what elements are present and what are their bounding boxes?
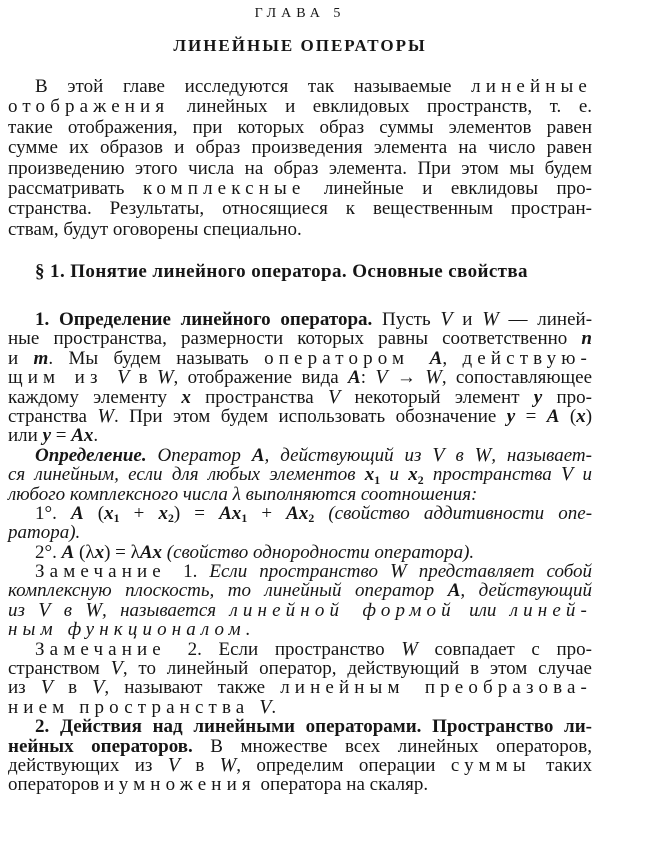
italic-text-run: Оператор (146, 444, 252, 466)
text-run: ные пространства, размерности которых равны соответственно (8, 328, 582, 350)
italic-text-run: , действующий (460, 580, 592, 602)
property-1 (8, 504, 592, 543)
math-variable: V (375, 366, 388, 389)
spaced-emphasis: оператором (264, 347, 430, 369)
text-line (8, 199, 592, 219)
text-run: . Мы будем называть (48, 347, 265, 369)
text-line (8, 329, 592, 348)
text-run: = (515, 405, 547, 427)
spaced-emphasis: линейным преобразова- (280, 677, 592, 699)
math-symbol: y (533, 386, 543, 408)
math-symbol: x (364, 464, 375, 486)
text-run: некоторый элемент (340, 386, 534, 408)
math-symbol: A (429, 347, 443, 369)
math-variable: V (561, 463, 574, 486)
text-run: странства (8, 405, 98, 427)
text-run: Пусть (372, 309, 441, 330)
italic-text-run: и (573, 464, 592, 486)
text-run: . (93, 425, 99, 447)
text-run: , определим операции (236, 754, 451, 776)
text-run: + (247, 502, 287, 524)
italic-text-run: ся линейным, если для любых элементов (8, 464, 365, 486)
italic-text-run: комплексную плоскость, то линейный оператор (8, 580, 448, 602)
paragraph-item-1 (8, 310, 592, 446)
spaced-emphasis: щим из (8, 367, 118, 389)
spaced-emphasis: комплексные (142, 177, 306, 199)
spaced-emphasis: нием пространства (8, 696, 260, 718)
spaced-emphasis: ным функционалом (8, 619, 246, 641)
subscript-index: 2 (417, 473, 424, 487)
text-line (8, 404, 593, 427)
italic-text-run: представляет собой (406, 561, 593, 583)
math-symbol: x (104, 502, 114, 524)
text-run: 2°. (35, 541, 62, 563)
text-line (8, 502, 593, 526)
text-line (8, 385, 592, 408)
text-line (8, 97, 592, 117)
text-run: таких (530, 754, 592, 776)
math-variable: W (482, 308, 499, 330)
text-run: операторов и (8, 774, 119, 796)
subscript-index: 2 (167, 512, 174, 526)
definition-paragraph (8, 443, 592, 505)
text-run: из (8, 677, 41, 699)
math-variable: W (401, 637, 418, 660)
math-symbol: Ax (71, 425, 94, 447)
math-symbol: Ax (286, 502, 309, 524)
italic-text-run: (свойство однородности оператора). (162, 541, 475, 563)
math-variable: V (117, 366, 130, 389)
text-line (8, 138, 592, 158)
section-body (8, 310, 592, 795)
text-line (8, 523, 592, 542)
math-variable: V (167, 753, 180, 776)
text-line (8, 485, 592, 504)
spaced-emphasis: действую- (462, 347, 592, 369)
text-line (8, 179, 592, 199)
text-run: в (52, 677, 93, 699)
italic-text-run: или (455, 599, 510, 621)
math-symbol: m (33, 347, 49, 369)
math-symbol: x (576, 405, 586, 427)
spaced-emphasis: суммы (450, 754, 531, 776)
section-heading: § 1. Понятие линейного оператора. Основные свойства (35, 261, 528, 282)
text-run: в (129, 367, 157, 389)
math-variable: W (85, 598, 103, 621)
math-symbol: A (70, 502, 84, 524)
text-run: , то линейный оператор, действующий в этом случае (122, 658, 592, 680)
math-symbol: A (447, 580, 461, 602)
italic-text-run: . (245, 619, 251, 641)
text-run: или (8, 425, 43, 447)
math-variable: W (156, 366, 174, 389)
text-run: : (360, 367, 376, 389)
text-line (8, 426, 592, 445)
math-variable: W (97, 404, 114, 427)
math-symbol: x (94, 541, 105, 563)
text-line (8, 775, 592, 794)
property-2 (8, 543, 592, 562)
text-run: , называют также (104, 677, 281, 699)
spaced-emphasis: отображения (8, 96, 170, 118)
text-run: 1. (183, 561, 198, 583)
text-run: , сопоставляющее (441, 367, 593, 389)
text-line (8, 753, 592, 776)
math-symbol: x (408, 464, 418, 486)
text-line (8, 543, 592, 562)
run-in-heading: 1. Определение линейного оператора. (35, 309, 373, 330)
text-line (8, 562, 592, 581)
text-run: В этой главе исследуются так называемые (35, 76, 472, 97)
text-run: оператора на скаляр. (255, 774, 429, 796)
text-run: ) = λ (104, 541, 140, 563)
remark-1 (8, 562, 592, 640)
math-symbol: A (61, 541, 75, 563)
text-line (8, 349, 592, 368)
spaced-emphasis: Замечание (35, 561, 184, 583)
math-symbol: A (348, 367, 361, 389)
text-run: в (179, 754, 220, 776)
text-run: В множестве всех линейных операторов, (192, 735, 592, 757)
italic-text-run: Если пространство (197, 561, 391, 583)
text-run: линейных и евклидовых пространств, т. е. (169, 96, 592, 118)
text-line (8, 695, 592, 718)
math-variable: V (92, 676, 105, 699)
math-variable: W (219, 753, 237, 776)
text-run: (λ (74, 541, 95, 563)
subscript-index: 2 (308, 512, 315, 526)
text-run: ( (83, 502, 105, 524)
math-variable: V (327, 385, 341, 408)
text-line (8, 620, 592, 639)
spaced-emphasis: линейной формой (229, 599, 456, 621)
text-run: рассматривать (8, 177, 143, 199)
text-line (8, 678, 592, 697)
spaced-emphasis: Замечание (35, 638, 188, 660)
text-line (8, 737, 592, 756)
math-variable: W (390, 560, 407, 583)
text-run: про- (542, 386, 592, 408)
italic-text-run: , действующий из (264, 444, 433, 466)
math-symbol: x (181, 386, 191, 408)
subscript-index: 1 (113, 512, 120, 526)
text-run: = (51, 425, 72, 447)
text-line (8, 159, 592, 179)
text-run: , отображение вида (173, 367, 349, 389)
definition-label: Определение. (35, 444, 147, 466)
math-variable: V (259, 695, 272, 718)
math-variable: W (474, 443, 492, 466)
math-variable: V (110, 657, 123, 680)
text-line (8, 598, 593, 621)
text-line (8, 463, 592, 487)
text-line (8, 637, 592, 660)
text-run: линейные и евклидовы про- (305, 177, 593, 199)
math-symbol: n (581, 328, 592, 350)
text-line (8, 310, 592, 329)
text-run: ) (585, 405, 593, 427)
text-run: , (442, 347, 463, 369)
text-run: — линей- (498, 309, 593, 330)
spaced-emphasis: линейные (471, 76, 592, 97)
text-run: пространства (190, 386, 328, 408)
italic-text-run: любого комплексного числа λ выполняются соотношения: (8, 483, 478, 505)
text-run: ) = (173, 502, 220, 524)
text-run: 2. Если пространство (187, 638, 402, 660)
text-run: странством (8, 658, 111, 680)
paragraph-item-2 (8, 717, 592, 795)
text-line (8, 717, 592, 736)
text-run: действующих из (8, 754, 168, 776)
text-run: произведению этого числа на образ элемента. При этом мы будем (8, 157, 592, 179)
text-line (8, 220, 592, 240)
text-run: + (119, 502, 159, 524)
spaced-emphasis: умножения (118, 774, 256, 796)
text-run: . При этом будем использовать обозначение (113, 405, 507, 427)
math-variable: V (40, 676, 53, 699)
italic-text-run: , называет- (491, 444, 592, 466)
math-symbol: Ax (219, 502, 242, 524)
math-symbol: A (546, 405, 560, 427)
chapter-label: ГЛАВА 5 (254, 6, 346, 21)
text-run: сумме их образов и образ произведения элемента на число равен (8, 137, 592, 159)
remark-2 (8, 637, 592, 718)
italic-text-run: , называется (102, 599, 230, 621)
italic-text-run: из (8, 599, 39, 621)
text-run: ствам, будут оговорены специально. (8, 218, 302, 240)
spaced-emphasis: линей- (509, 599, 593, 621)
text-run: каждому элементу (8, 386, 182, 408)
text-run: и (452, 309, 483, 330)
text-run: совпадает с про- (417, 638, 592, 660)
intro-paragraph (8, 77, 592, 240)
text-run: ( (559, 405, 577, 427)
text-line (8, 77, 592, 97)
run-in-heading: 2. Действия над линейными операторами. Пространство ли- (35, 716, 592, 738)
subscript-index: 1 (374, 473, 381, 487)
math-symbol: y (42, 425, 52, 447)
run-in-heading: нейных операторов. (8, 735, 193, 757)
italic-text-run: (свойство аддитивности опе- (314, 502, 593, 524)
math-symbol: A (251, 444, 265, 466)
subscript-index: 1 (241, 512, 248, 526)
math-symbol: x (158, 502, 168, 524)
text-line (8, 368, 592, 387)
text-run: и (8, 347, 34, 369)
text-run: → (387, 367, 426, 389)
italic-text-run: в (50, 599, 86, 621)
text-run: . (271, 696, 277, 718)
math-variable: V (440, 308, 453, 330)
italic-text-run: и (380, 464, 409, 486)
italic-text-run: пространства (423, 464, 562, 486)
math-symbol: y (506, 405, 516, 427)
italic-text-run: ратора). (8, 522, 81, 544)
math-variable: V (38, 598, 51, 621)
text-run: 1°. (35, 502, 71, 524)
chapter-title: ЛИНЕЙНЫЕ ОПЕРАТОРЫ (173, 36, 427, 55)
math-variable: V (432, 443, 445, 466)
text-run: такие отображения, при которых образ суммы элементов равен (8, 116, 592, 138)
text-line (8, 443, 592, 466)
math-symbol: Ax (139, 541, 163, 563)
text-line (8, 118, 592, 138)
italic-text-run: в (444, 444, 475, 466)
text-run: странства. Результаты, относящиеся к вещественным простран- (8, 198, 592, 220)
math-variable: W (425, 366, 442, 389)
